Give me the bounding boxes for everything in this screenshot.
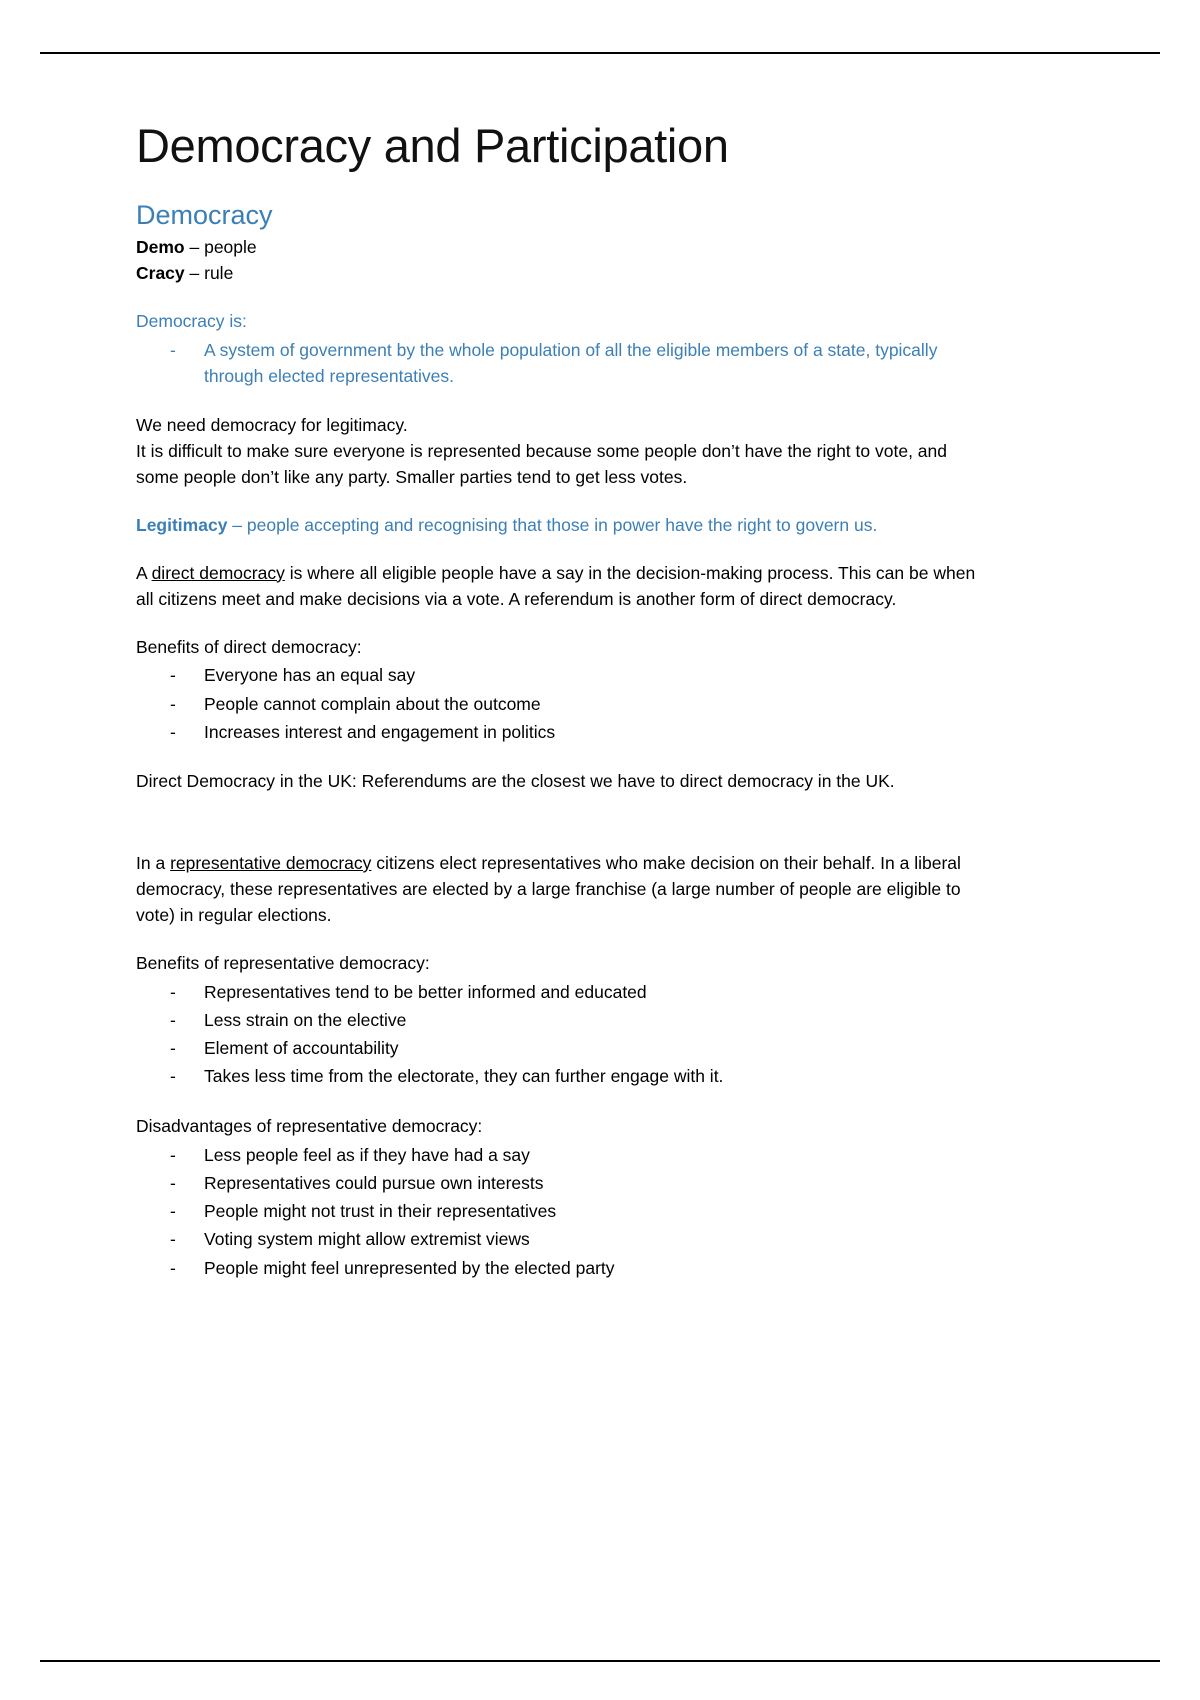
spacer (136, 287, 976, 309)
paragraph-direct-democracy (136, 561, 976, 613)
etymology-dash-cracy: – (184, 262, 205, 283)
definition-list (136, 337, 976, 390)
document-body (136, 120, 976, 1283)
list-item-text: Takes less time from the electorate, they can further engage with it. (204, 1066, 724, 1087)
representative-disadvantages-heading: Disadvantages of representative democracy: (136, 1115, 483, 1136)
list-item-text: Everyone has an equal say (204, 665, 416, 686)
list-item (170, 979, 976, 1005)
spacer (136, 539, 976, 561)
list-item (170, 1035, 976, 1061)
list-item-text: Less strain on the elective (204, 1009, 407, 1030)
bullet-dash: - (170, 981, 176, 1002)
legitimacy-definition-text: – people accepting and recognising that those in power have the right to govern us. (227, 514, 878, 535)
etymology-demo (136, 235, 976, 261)
representative-democracy-term: representative democracy (170, 853, 372, 874)
list-item (170, 691, 976, 717)
list-item-text: Less people feel as if they have had a say (204, 1144, 530, 1165)
bullet-dash: - (170, 339, 176, 360)
list-item-text: People cannot complain about the outcome (204, 693, 541, 714)
etymology-meaning-demo: people (204, 237, 257, 258)
list-item (170, 719, 976, 745)
footer-rule (40, 1660, 1160, 1662)
list-item-text: Increases interest and engagement in politics (204, 721, 556, 742)
etymology-term-demo: Demo (136, 237, 185, 258)
bullet-dash: - (170, 693, 176, 714)
legitimacy-definition (136, 513, 976, 539)
page-title: Democracy and Participation (136, 119, 729, 172)
legitimacy-term: Legitimacy (136, 514, 228, 535)
bullet-dash: - (170, 1172, 176, 1193)
bullet-dash: - (170, 1066, 176, 1087)
list-item (170, 1007, 976, 1033)
bullet-dash: - (170, 721, 176, 742)
representative-benefits-list (136, 979, 976, 1090)
spacer (136, 795, 976, 851)
section-heading-democracy: Democracy (136, 199, 273, 230)
bullet-dash: - (170, 1144, 176, 1165)
paragraph-legitimacy-need: We need democracy for legitimacy. (136, 415, 408, 436)
etymology-cracy (136, 261, 976, 287)
representative-lead-suffix: citizens elect representatives who make decision on their behalf. In a liberal democracy, these representatives are elected by a large franchise (a large number of people are eligible to vote) in regular elections. (136, 853, 961, 925)
list-item-text: Representatives could pursue own interests (204, 1172, 544, 1193)
spacer (136, 1092, 976, 1114)
list-item (170, 1063, 976, 1089)
bullet-dash: - (170, 1038, 176, 1059)
direct-democracy-uk-note: Direct Democracy in the UK: Referendums are the closest we have to direct democracy in the UK. (136, 771, 895, 792)
list-item-text: People might feel unrepresented by the elected party (204, 1257, 615, 1278)
list-item (170, 337, 976, 390)
list-item (170, 1226, 976, 1252)
bullet-dash: - (170, 1201, 176, 1222)
etymology-meaning-cracy: rule (204, 262, 234, 283)
list-item-text: Voting system might allow extremist views (204, 1229, 530, 1250)
direct-benefits-heading: Benefits of direct democracy: (136, 636, 362, 657)
list-item-text: A system of government by the whole population of all the eligible members of a state, typically through elected representatives. (204, 339, 938, 386)
list-item (170, 1198, 976, 1224)
direct-democracy-lead-suffix: is where all eligible people have a say in the decision-making process. This can be when all citizens meet and make decisions via a vote. A referendum is another form of direct democracy. (136, 562, 976, 609)
spacer (136, 613, 976, 635)
paragraph-representative-democracy (136, 851, 976, 929)
spacer (136, 929, 976, 951)
bullet-dash: - (170, 1229, 176, 1250)
list-item-text: Element of accountability (204, 1038, 399, 1059)
representative-disadvantages-list (136, 1142, 976, 1281)
representative-benefits-heading: Benefits of representative democracy: (136, 952, 430, 973)
spacer (136, 747, 976, 769)
representative-lead-prefix: In a (136, 853, 171, 874)
bullet-dash: - (170, 665, 176, 686)
list-item (170, 662, 976, 688)
list-item-text: Representatives tend to be better informed and educated (204, 981, 647, 1002)
paragraph-representation: It is difficult to make sure everyone is represented because some people don’t have the right to vote, and some people don’t like any party. Smaller parties tend to get less votes. (136, 441, 947, 487)
list-item (170, 1142, 976, 1168)
spacer (136, 391, 976, 413)
list-item (170, 1255, 976, 1281)
spacer (136, 491, 976, 513)
etymology-term-cracy: Cracy (136, 262, 185, 283)
direct-benefits-list (136, 662, 976, 745)
bullet-dash: - (170, 1257, 176, 1278)
bullet-dash: - (170, 1009, 176, 1030)
direct-democracy-lead-prefix: A (136, 562, 152, 583)
etymology-dash-demo: – (184, 237, 205, 258)
direct-democracy-term: direct democracy (151, 562, 285, 583)
list-item-text: People might not trust in their representatives (204, 1201, 557, 1222)
header-rule (40, 52, 1160, 54)
definition-lead: Democracy is: (136, 310, 247, 331)
list-item (170, 1170, 976, 1196)
